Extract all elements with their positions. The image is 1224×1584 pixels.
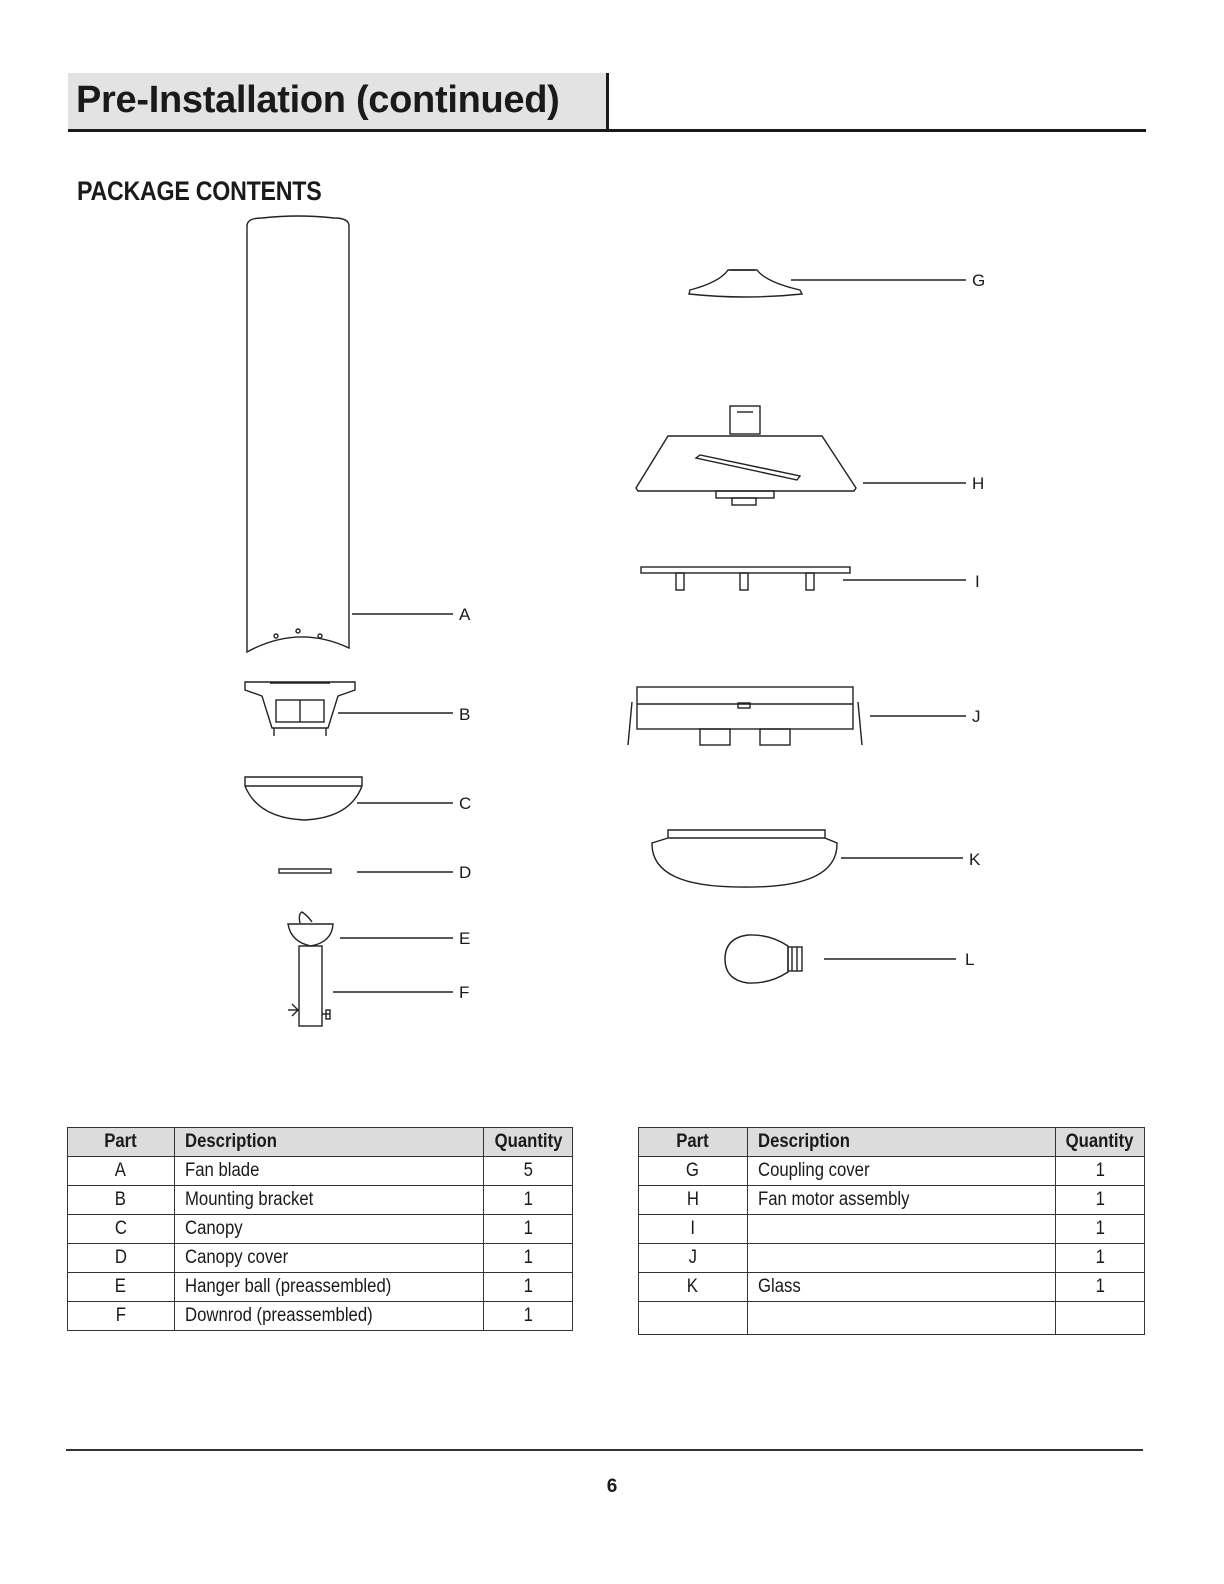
parts-table-right [638, 1127, 1145, 1335]
cell-description [747, 1244, 1055, 1273]
cell-quantity: 1 [484, 1244, 573, 1273]
cell-part: A [68, 1157, 175, 1186]
table-row [68, 1244, 573, 1273]
table-row [639, 1244, 1145, 1273]
fan-motor-illustration [636, 406, 966, 505]
fan-blade-illustration [247, 216, 453, 652]
callout-b: B [459, 705, 471, 724]
header-quantity: Quantity [1056, 1128, 1145, 1157]
cell-part [639, 1302, 748, 1335]
callout-l: L [965, 950, 975, 969]
cell-description [747, 1302, 1055, 1335]
cell-quantity: 1 [484, 1273, 573, 1302]
parts-table-left [67, 1127, 573, 1331]
table-header-row [68, 1128, 573, 1157]
section-title: PACKAGE CONTENTS [77, 176, 322, 206]
header-part: Part [639, 1128, 748, 1157]
glass-illustration [652, 830, 963, 887]
cell-description: Fan blade [174, 1157, 484, 1186]
cell-quantity: 1 [484, 1302, 573, 1331]
header-description: Description [174, 1128, 484, 1157]
cell-description: Canopy cover [174, 1244, 484, 1273]
cell-quantity: 1 [484, 1186, 573, 1215]
header-part: Part [68, 1128, 175, 1157]
light-bulb-illustration [725, 935, 956, 983]
cell-quantity: 1 [484, 1215, 573, 1244]
table-row [639, 1157, 1145, 1186]
table-row [68, 1273, 573, 1302]
callout-f: F [459, 983, 470, 1002]
table-row [639, 1273, 1145, 1302]
table-row [639, 1302, 1145, 1335]
cell-quantity: 1 [1056, 1244, 1145, 1273]
coupling-cover-illustration [689, 270, 966, 297]
callout-h: H [972, 474, 985, 493]
switch-housing-illustration [628, 687, 966, 745]
callout-a: A [459, 605, 471, 624]
cell-part: I [639, 1215, 748, 1244]
callout-k: K [969, 850, 981, 869]
cell-quantity: 1 [1056, 1273, 1145, 1302]
callout-d: D [459, 863, 472, 882]
cell-part: F [68, 1302, 175, 1331]
cell-description: Coupling cover [747, 1157, 1055, 1186]
cell-description: Glass [747, 1273, 1055, 1302]
cell-part: H [639, 1186, 748, 1215]
header-quantity: Quantity [484, 1128, 573, 1157]
cell-quantity: 1 [1056, 1157, 1145, 1186]
callout-i: I [975, 572, 980, 591]
mounting-plate-illustration [641, 567, 966, 590]
cell-description: Canopy [174, 1215, 484, 1244]
table-row [68, 1157, 573, 1186]
header-description: Description [747, 1128, 1055, 1157]
cell-description: Fan motor assembly [747, 1186, 1055, 1215]
mounting-bracket-illustration [245, 682, 453, 736]
cell-part: J [639, 1244, 748, 1273]
callout-g: G [972, 271, 986, 290]
cell-quantity [1056, 1302, 1145, 1335]
hanger-ball-downrod-illustration [288, 912, 453, 1026]
cell-quantity: 5 [484, 1157, 573, 1186]
table-header-row [639, 1128, 1145, 1157]
cell-description: Hanger ball (preassembled) [174, 1273, 484, 1302]
footer-rule [66, 1449, 1143, 1451]
table-row [639, 1215, 1145, 1244]
table-row [68, 1302, 573, 1331]
table-row [639, 1186, 1145, 1215]
table-row [68, 1186, 573, 1215]
cell-quantity: 1 [1056, 1215, 1145, 1244]
cell-part: B [68, 1186, 175, 1215]
cell-description: Downrod (preassembled) [174, 1302, 484, 1331]
cell-description: Mounting bracket [174, 1186, 484, 1215]
callout-j: J [972, 707, 981, 726]
canopy-cover-illustration [279, 869, 453, 873]
page-title: Pre-Installation (continued) [76, 79, 560, 121]
cell-part: D [68, 1244, 175, 1273]
callout-e: E [459, 929, 471, 948]
cell-quantity: 1 [1056, 1186, 1145, 1215]
page-number: 6 [606, 1476, 618, 1497]
cell-part: E [68, 1273, 175, 1302]
callout-c: C [459, 794, 472, 813]
cell-part: G [639, 1157, 748, 1186]
canopy-illustration [245, 777, 453, 820]
cell-description [747, 1215, 1055, 1244]
cell-part: C [68, 1215, 175, 1244]
table-row [68, 1215, 573, 1244]
cell-part: K [639, 1273, 748, 1302]
